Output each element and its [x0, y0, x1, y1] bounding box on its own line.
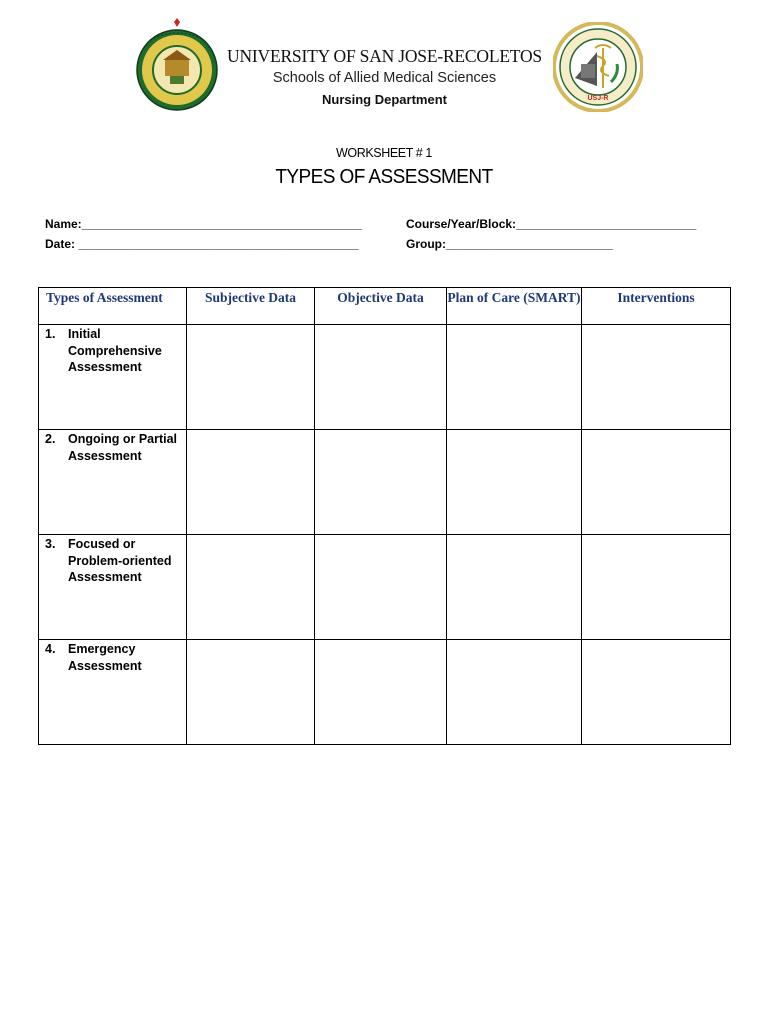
row-label: Emergency Assessment [68, 642, 142, 673]
department-name: Nursing Department [322, 92, 447, 107]
subjective-data-cell[interactable] [187, 535, 315, 640]
row-label: Ongoing or Partial Assessment [68, 432, 178, 463]
row-label-cell [39, 640, 187, 745]
plan-of-care-cell[interactable] [447, 640, 582, 745]
row-label: Focused or Problem-oriented Assessment [68, 537, 172, 584]
group-field[interactable]: Group:_________________________ [406, 237, 613, 251]
college-seal-icon [553, 22, 643, 112]
header-objective-data: Objective Data [315, 288, 447, 325]
table-row [39, 640, 731, 745]
objective-data-cell[interactable] [315, 430, 447, 535]
worksheet-title: TYPES OF ASSESSMENT [275, 166, 493, 188]
header-subjective-data: Subjective Data [187, 288, 315, 325]
table-header-row [39, 288, 731, 325]
interventions-cell[interactable] [582, 325, 731, 430]
header-interventions: Interventions [582, 288, 731, 325]
row-label-cell [39, 430, 187, 535]
course-year-block-field[interactable]: Course/Year/Block:___________________________ [406, 217, 697, 231]
subjective-data-cell[interactable] [187, 325, 315, 430]
interventions-cell[interactable] [582, 640, 731, 745]
assessment-table [38, 287, 731, 745]
header-plan-of-care: Plan of Care (SMART) [447, 288, 582, 325]
subjective-data-cell[interactable] [187, 640, 315, 745]
row-number: 4. [45, 642, 56, 656]
objective-data-cell[interactable] [315, 325, 447, 430]
objective-data-cell[interactable] [315, 535, 447, 640]
table-row [39, 325, 731, 430]
header-types-of-assessment: Types of Assessment [39, 288, 187, 325]
university-name: UNIVERSITY OF SAN JOSE-RECOLETOS [227, 46, 542, 66]
interventions-cell[interactable] [582, 535, 731, 640]
row-label-cell [39, 325, 187, 430]
row-number: 1. [45, 327, 56, 341]
plan-of-care-cell[interactable] [447, 535, 582, 640]
row-label-cell [39, 535, 187, 640]
interventions-cell[interactable] [582, 430, 731, 535]
table-row [39, 430, 731, 535]
subjective-data-cell[interactable] [187, 430, 315, 535]
objective-data-cell[interactable] [315, 640, 447, 745]
date-field[interactable]: Date: __________________________________________ [45, 237, 359, 251]
row-label: Initial Comprehensive Assessment [68, 327, 162, 374]
row-number: 3. [45, 537, 56, 551]
table-row [39, 535, 731, 640]
row-number: 2. [45, 432, 56, 446]
plan-of-care-cell[interactable] [447, 430, 582, 535]
school-name: Schools of Allied Medical Sciences [272, 70, 497, 86]
name-field[interactable]: Name:__________________________________________ [45, 217, 362, 231]
svg-text:USJ-R: USJ-R [587, 95, 609, 102]
worksheet-number: WORKSHEET # 1 [336, 146, 432, 160]
university-seal-icon [132, 18, 222, 114]
plan-of-care-cell[interactable] [447, 325, 582, 430]
